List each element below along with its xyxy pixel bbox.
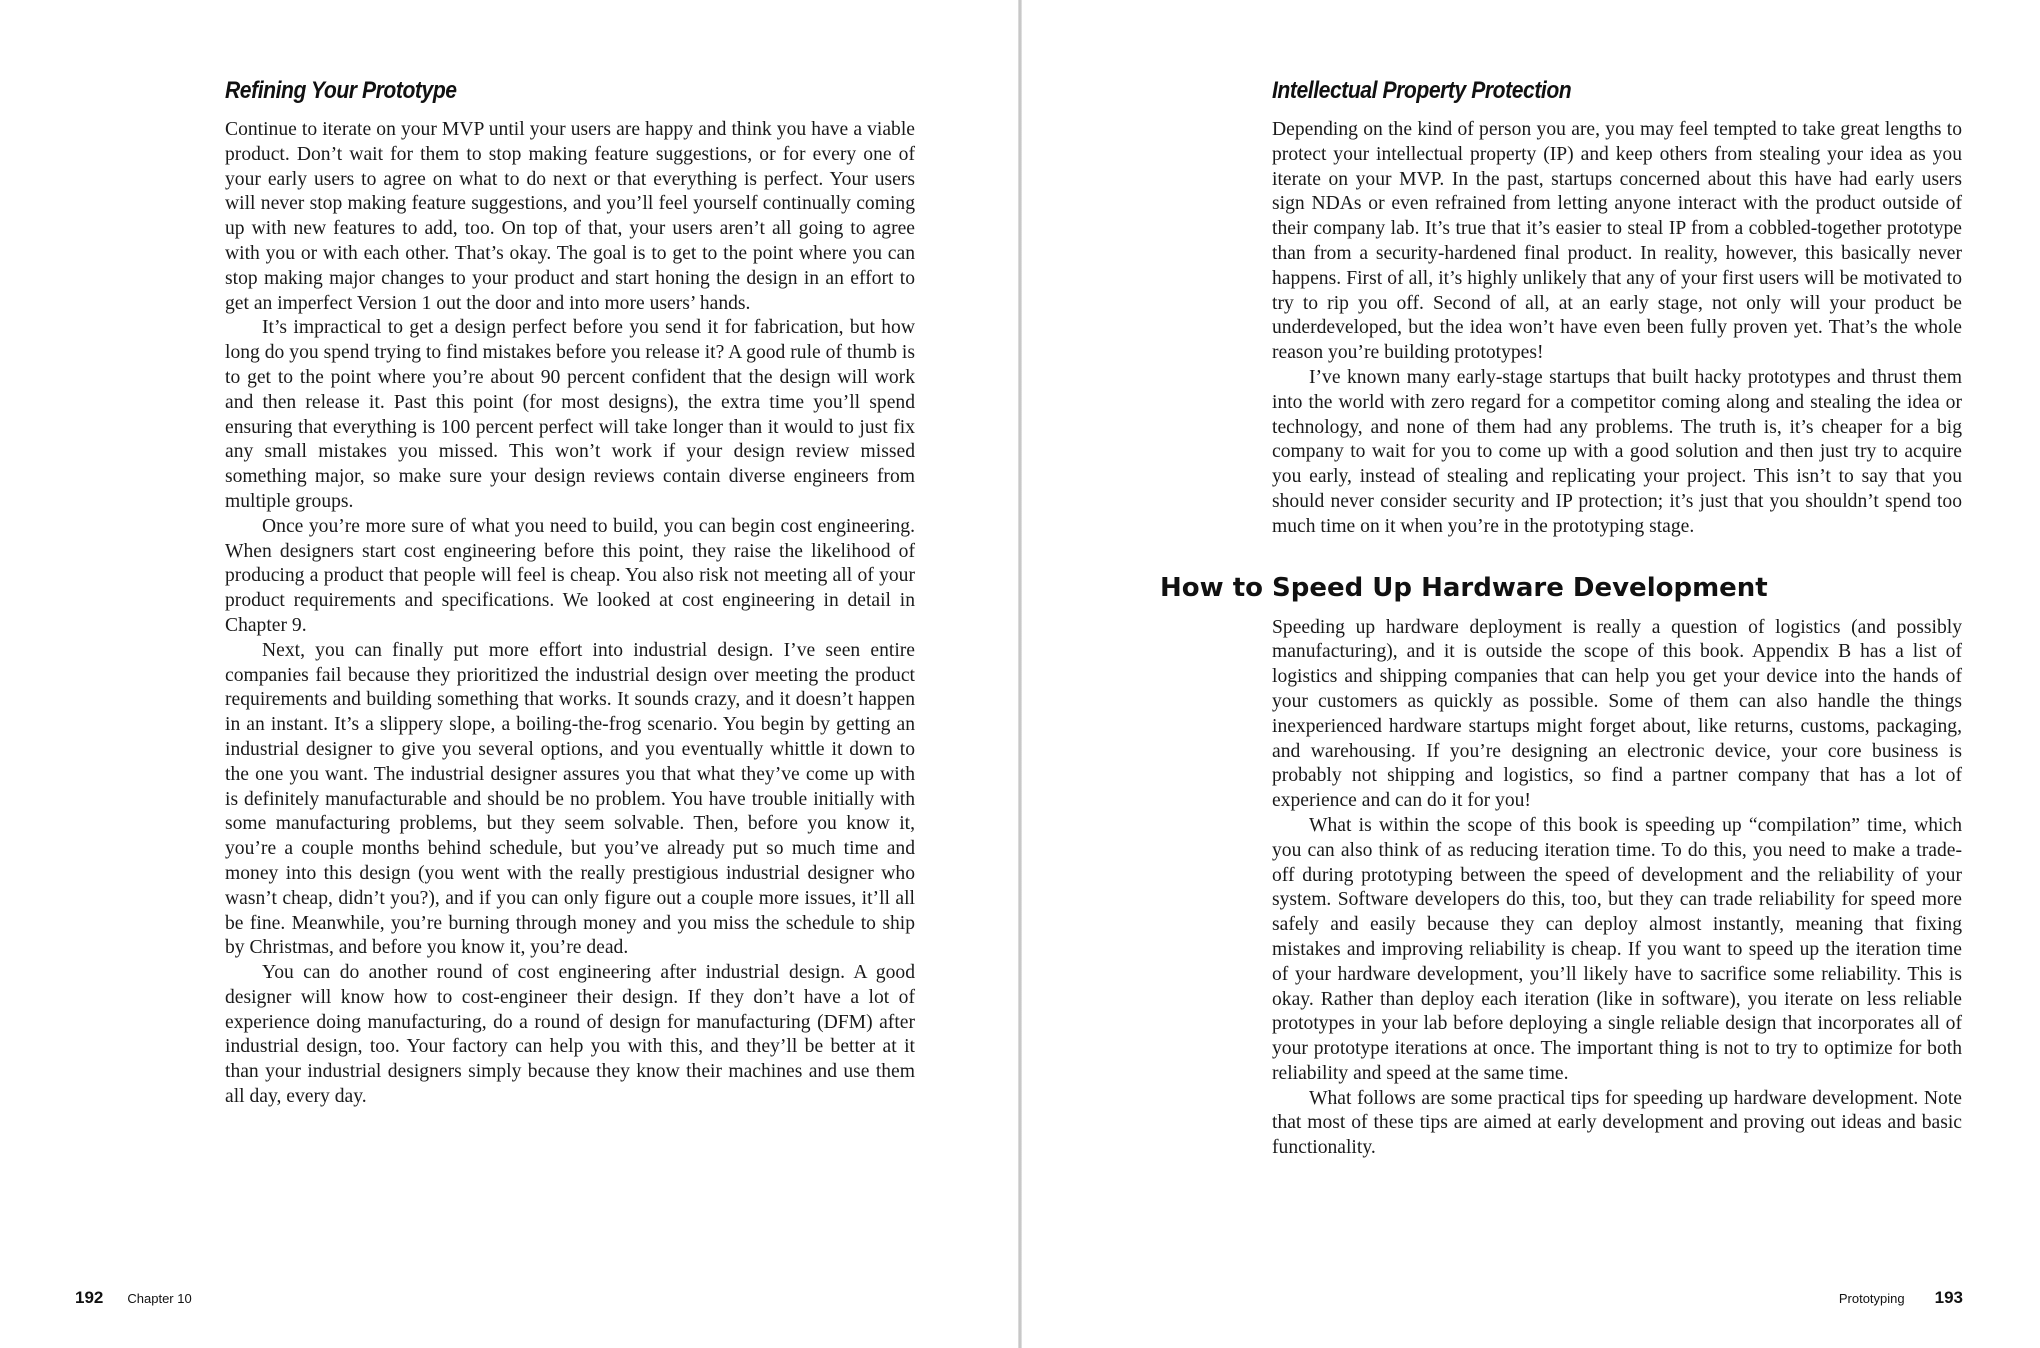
chapter-label: Prototyping	[1838, 1291, 1905, 1306]
paragraph: It’s impractical to get a design perfect before you send it for fabrication, but how long do you spend trying to find mistakes before you release it? A good rule of thumb is to get to the point where you’re about 90 percent confident that the design will work and then release it. Past this point (for most designs), the extra time you’ll spend ensuring that everything is 100 percent perfect will take longer than it would to just fix any small mistakes you missed. This won’t work if your design review missed something major, so make sure your design reviews contain diverse engineers from multiple groups.	[225, 317, 915, 512]
paragraph: Depending on the kind of person you are, you may feel tempted to take great lengths to protect your intellectual property (IP) and keep others from stealing your idea as you iterate on your MVP. In the past, startups concerned about this have had early users sign NDAs or even refrained from letting anyone interact with the product outside of their company lab. It’s true that it’s easier to steal IP from a cobbled-together prototype than from a security-hardened final product. In reality, however, this basically never happens. First of all, it’s highly unlikely that any of your first users will be motivated to try to rip you off. Second of all, at an early stage, not only will your product be underdeveloped, but the idea won’t have even been fully proven yet. That’s the whole reason you’re building prototypes!	[1272, 119, 1962, 364]
paragraph: Once you’re more sure of what you need to build, you can begin cost engineering. When designers start cost engineering before this point, they raise the likelihood of producing a product that people will feel is cheap. You also risk not meeting all of your product requirements and specifications. We looked at cost engineering in detail in Chapter 9.	[225, 515, 915, 636]
paragraph: You can do another round of cost engineering after industrial design. A good designer will know how to cost-engineer their design. If they don’t have a lot of experience doing manufacturing, do a round of design for manufacturing (DFM) after industrial design, too. Your factory can help you with this, and they’ll be better at it than your industrial designers simply because they know their machines and use them all day, every day.	[225, 962, 915, 1108]
paragraph: Continue to iterate on your MVP until your users are happy and think you have a viable product. Don’t wait for them to stop making feature suggestions, or for every one of your early users to agree on what to do next or that everything is perfect. Your users will never stop making feature suggestions, and you’ll feel yourself continually coming up with new features to add, too. On top of that, your users aren’t all going to agree with you or with each other. That’s okay. The goal is to get to the point where you can stop making major changes to your product and start honing the design in an effort to get an imperfect Version 1 out the door and into more users’ hands.	[225, 119, 915, 314]
section-heading-speed-up: How to Speed Up Hardware Development	[1160, 572, 1768, 603]
right-page	[1022, 0, 2040, 1348]
right-page-footer	[1839, 1288, 1963, 1308]
left-page-footer	[75, 1288, 192, 1308]
paragraph: What follows are some practical tips for speeding up hardware development. Note that most of these tips are aimed at early development and proving out ideas and basic functionality.	[1272, 1087, 1962, 1159]
page-number: 192	[75, 1288, 104, 1307]
right-text-column	[1160, 76, 1962, 1161]
page-number: 193	[1934, 1288, 1963, 1307]
paragraph: What is within the scope of this book is speeding up “compilation” time, which you can also think of as reducing iteration time. To do this, you need to make a trade-off during prototyping between the speed of development and the reliability of your system. Software developers do this, too, but they can trade reliability for speed more safely and easily because they can deploy almost instantly, meaning that fixing mistakes and improving reliability is cheap. If you want to speed up the iteration time of your hardware development, you’ll likely have to sacrifice some reliability. This is okay. Rather than deploy each iteration (like in software), you iterate on less reliable prototypes in your lab before deploying a single reliable design that incorporates all of your prototype iterations at once. The important thing is not to try to optimize for both reliability and speed at the same time.	[1272, 814, 1962, 1084]
subheading-refining-prototype: Refining Your Prototype	[225, 77, 457, 104]
paragraph: I’ve known many early-stage startups that built hacky prototypes and thrust them into the world with zero regard for a competitor coming along and stealing the idea or technology, and none of them had any problems. The truth is, it’s cheaper for a big company to wait for you to come up with a good solution and then just try to acquire you early, instead of stealing and replicating your project. This isn’t to say that you should never consider security and IP protection; it’s just that you shouldn’t spend too much time on it when you’re in the prototyping stage.	[1272, 366, 1962, 537]
paragraph: Speeding up hardware deployment is really a question of logistics (and possibly manufacturing), and it is outside the scope of this book. Appendix B has a list of logistics and shipping companies that can help you get your device into the hands of your customers as quickly as possible. Some of them can also handle the things inexperienced hardware startups might forget about, like returns, customs, packaging, and warehousing. If you’re designing an electronic device, your core business is probably not shipping and logistics, so find a partner company that has a lot of experience and can do it for you!	[1272, 616, 1962, 812]
left-text-column	[225, 76, 915, 1110]
subheading-ip-protection: Intellectual Property Protection	[1272, 77, 1572, 104]
chapter-label: Chapter 10	[127, 1291, 192, 1306]
paragraph: Next, you can finally put more effort into industrial design. I’ve seen entire companies fail because they prioritized the industrial design over meeting the product requirements and building something that works. It sounds crazy, and it doesn’t happen in an instant. It’s a slippery slope, a boiling-the-frog scenario. You begin by getting an industrial designer to give you several options, and you eventually whittle it down to the one you want. The industrial designer assures you that what they’ve come up with is definitely manufacturable and should be no problem. You have trouble initially with some manufacturing problems, but they seem solvable. Then, before you know it, you’re a couple months behind schedule, but you’ve already put so much time and money into this design (you went with the really prestigious industrial designer who wasn’t cheap, didn’t you?), and if you can only figure out a couple more issues, it’ll all be fine. Meanwhile, you’re burning through money and you miss the schedule to ship by Christmas, and before you know it, you’re dead.	[225, 639, 915, 959]
